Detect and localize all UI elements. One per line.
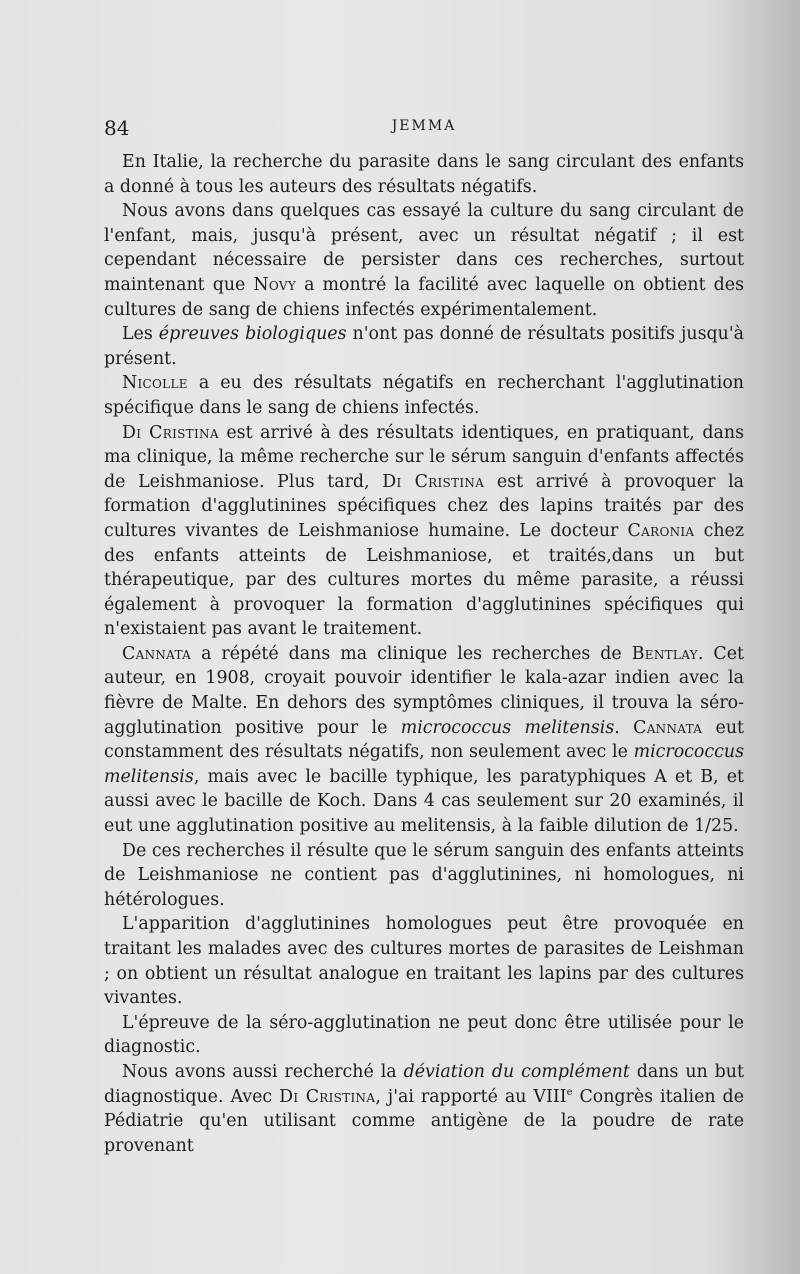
paragraph-1 [104,150,744,199]
paragraph-8-text: L'apparition d'agglutinines homologues peut être provoquée en traitant les malades avec des cultures mortes de parasites de Leishman ; on obtient un résultat analogue en traitant les lapins par des cultures vivantes. [104,914,744,1009]
italic-term: micrococcus melitensis [104,742,744,787]
author-name-di-cristina: Di Cristina [279,1086,376,1107]
paragraph-2-text-end: a montré la facilité avec laquelle on obtient des cultures de sang de chiens infectés expérimentalement. [104,274,744,320]
italic-term: micrococcus melitensis [400,717,615,738]
paragraph-4 [104,371,744,420]
author-name-bentlay: Bentlay [631,643,698,664]
paragraph-5 [104,421,744,642]
superscript: e [566,1086,573,1098]
paragraph-3-text-end: n'ont pas donné de résultats positifs jusqu'à présent. [104,324,744,369]
page-header [104,116,744,140]
author-name-novy: Novy [253,274,297,295]
paragraph-2-text: Nous avons dans quelques cas essayé la culture du sang circulant de l'enfant, mais, jusqu'à présent, avec un résultat négatif ; il est cependant nécessaire de persister dans ces recherches, surtout maintenant que [104,201,744,295]
paragraph-6 [104,642,744,839]
paragraph-10-text: Congrès italien de Pédiatrie qu'en utilisant comme antigène de la poudre de rate provenant [104,1086,744,1156]
paragraph-10-text: Nous avons aussi recherché la [122,1061,404,1082]
paragraph-3 [104,322,744,371]
paragraph-3-text: Les [122,324,159,345]
paragraph-2 [104,199,744,322]
author-name-cannata: Cannata [122,643,192,664]
author-name-caronia: Caronia [627,520,695,541]
italic-term: épreuves biologiques [158,324,347,345]
paragraph-9-text: L'épreuve de la séro-agglutination ne peut donc être utilisée pour le diagnostic. [104,1012,744,1058]
paragraph-6-text: , mais avec le bacille typhique, les paratyphiques A et B, et aussi avec le bacille de Koch. Dans 4 cas seulement sur 20 examinés, il eut une agglutination positive au melitensis, à la faible dilution de 1/25. [104,766,744,837]
paragraph-7 [104,839,744,913]
paragraph-6-text: . [614,717,634,738]
running-title: JEMMA [391,118,457,134]
author-name-cannata: Cannata [633,717,703,738]
italic-term: déviation du complément [403,1061,630,1082]
paragraph-10-text: , j'ai rapporté au VIII [375,1086,567,1107]
paragraph-7-text: De ces recherches il résulte que le sérum sanguin des enfants atteints de Leishmaniose ne contient pas d'agglutinines, ni homologues, ni hétérologues. [104,840,744,910]
paragraph-1-text: En Italie, la recherche du parasite dans le sang circulant des enfants a donné à tous les auteurs des résultats négatifs. [104,152,744,197]
paragraph-6-text: eut constamment des résultats négatifs, non seulement avec le [104,717,745,763]
author-name-nicolle: Nicolle [122,373,188,394]
paragraph-6-text: . Cet auteur, en 1908, croyait pouvoir identifier le kala-azar indien avec la fièvre de Malte. En dehors des symptômes cliniques, il trouva la séro-agglutination positive pour le [104,643,744,738]
paragraph-8 [104,912,744,1010]
paragraph-9 [104,1011,744,1060]
paragraph-5-text: est arrivé à des résultats identiques, en pratiquant, dans ma clinique, la même recherche sur le sérum sanguin d'enfants affectés de Leishmaniose. Plus tard, [104,422,744,492]
author-name-di-cristina: Di Cristina [122,422,219,443]
page-number: 84 [104,116,130,140]
page-body [104,150,744,1158]
paragraph-5-text: est arrivé à provoquer la formation d'agglutinines spécifiques chez des lapins traités par des cultures vivantes de Leishmaniose humaine. Le docteur [104,471,745,541]
paragraph-10-text: dans un but diagnostique. Avec [104,1061,744,1107]
paragraph-10 [104,1060,744,1158]
paragraph-6-text: a répété dans ma clinique les recherches de [191,643,632,664]
paragraph-4-text: a eu des résultats négatifs en recherchant l'agglutination spécifique dans le sang de chiens infectés. [104,373,744,418]
paragraph-5-text: chez des enfants atteints de Leishmaniose, et traités,dans un but thérapeutique, par des cultures mortes du même parasite, a réussi également à provoquer la formation d'agglutinines spécifiques qui n'existaient pas avant le traitement. [104,520,744,640]
author-name-di-cristina: Di Cristina [382,471,485,492]
